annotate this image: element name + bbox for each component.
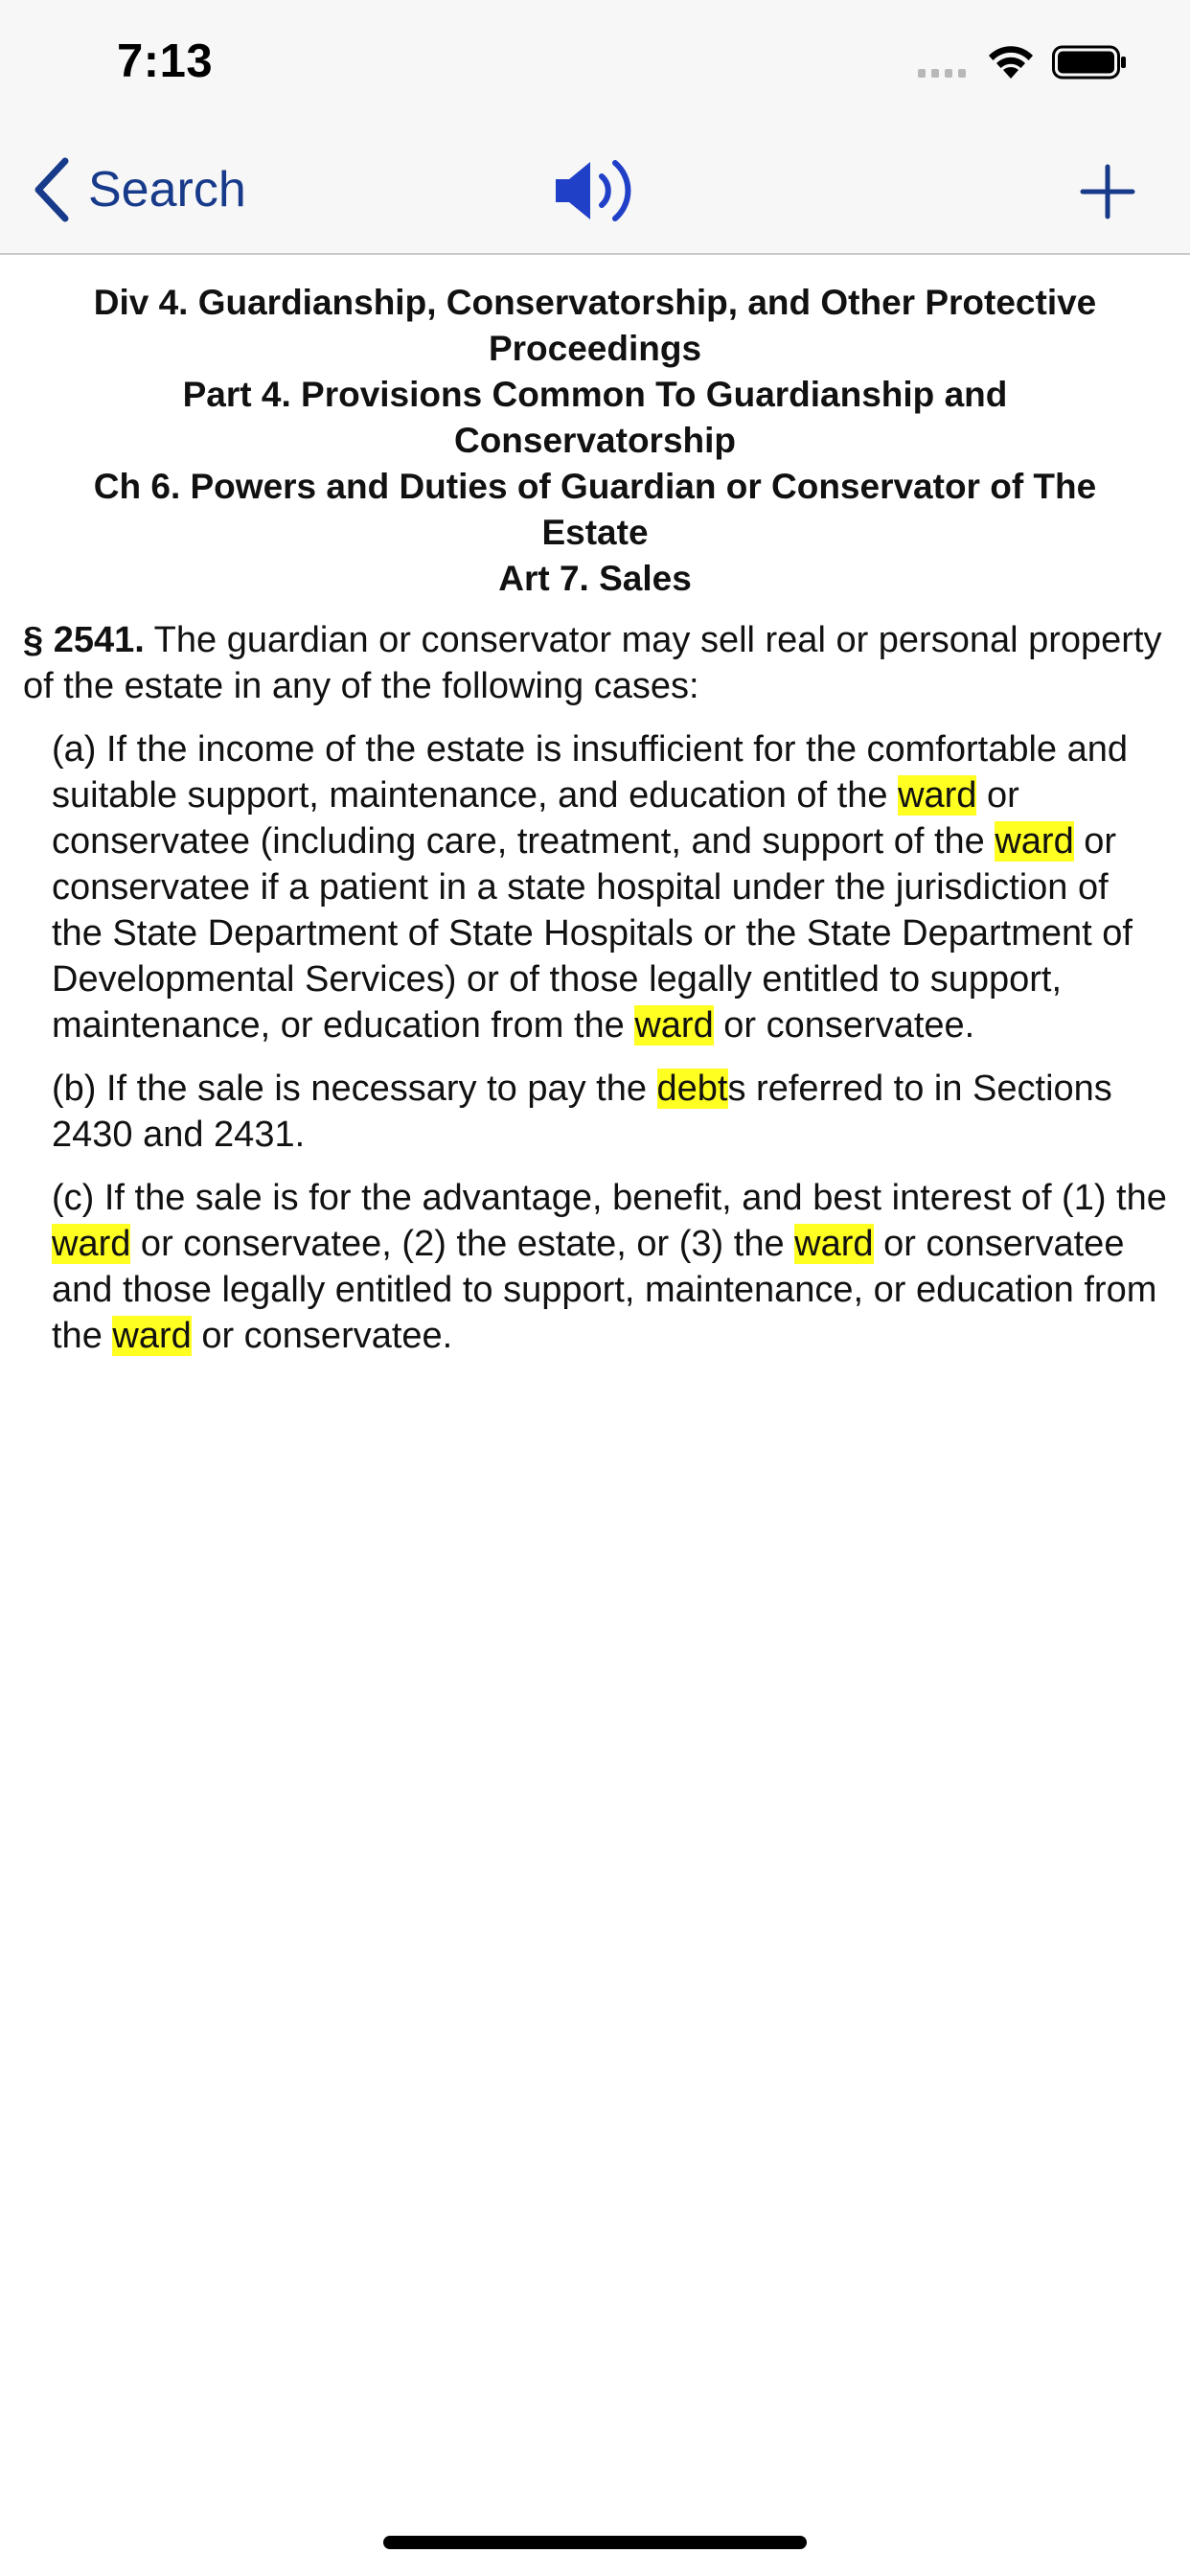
paragraph-c bbox=[52, 1175, 1169, 1359]
paragraph-text: (c) If the sale is for the advantage, benefit, and best interest of (1) the bbox=[52, 1178, 1167, 1218]
part-heading: Part 4. Provisions Common To Guardianship and Conservatorship bbox=[182, 375, 1008, 460]
article-heading: Art 7. Sales bbox=[498, 559, 692, 598]
paragraph-text: s referred to in Sections 2430 and 2431. bbox=[52, 1069, 1112, 1155]
paragraph-text: or conservatee if a patient in a state hospital under the jurisdiction of the State Department of State Hospitals or the State Department of Developmental Services) or of those legally entitled to support, maintenance, or education from the bbox=[52, 821, 1133, 1046]
search-highlight: ward bbox=[112, 1316, 192, 1356]
back-search-button[interactable] bbox=[31, 155, 246, 224]
wifi-icon bbox=[987, 44, 1035, 80]
search-highlight: ward bbox=[794, 1224, 874, 1264]
section-intro bbox=[23, 617, 1165, 709]
search-highlight: ward bbox=[995, 821, 1074, 862]
paragraph-b bbox=[52, 1066, 1169, 1158]
cellular-signal-icon bbox=[918, 69, 966, 78]
search-highlight: debt bbox=[656, 1069, 728, 1109]
section-number: § 2541. bbox=[23, 620, 145, 660]
section-intro-text: The guardian or conservator may sell real or personal property of the estate in any of the following cases: bbox=[23, 620, 1162, 706]
back-button-label: Search bbox=[88, 162, 246, 218]
speaker-icon[interactable] bbox=[554, 155, 636, 226]
statute-headings bbox=[0, 280, 1190, 602]
status-bar bbox=[0, 0, 1190, 126]
paragraph-text: or conservatee and those legally entitled to support, maintenance, or education from the bbox=[52, 1224, 1157, 1356]
status-time: 7:13 bbox=[117, 35, 214, 87]
battery-icon bbox=[1052, 44, 1127, 80]
chapter-heading: Ch 6. Powers and Duties of Guardian or Conservator of The Estate bbox=[93, 467, 1097, 552]
paragraph-text: or conservatee. bbox=[713, 1005, 975, 1046]
paragraph-text: or conservatee, (2) the estate, or (3) the bbox=[130, 1224, 795, 1264]
paragraph-text: (b) If the sale is necessary to pay the bbox=[52, 1069, 657, 1109]
navigation-bar bbox=[0, 126, 1190, 255]
paragraph-text: or conservatee. bbox=[191, 1316, 453, 1356]
division-heading: Div 4. Guardianship, Conservatorship, and Other Protective Proceedings bbox=[93, 283, 1097, 368]
paragraph-text: or conservatee (including care, treatment, and support of the bbox=[52, 775, 1019, 862]
plus-icon[interactable] bbox=[1079, 163, 1136, 220]
search-highlight: ward bbox=[52, 1224, 131, 1264]
home-indicator[interactable] bbox=[383, 2536, 807, 2549]
chevron-left-icon bbox=[31, 157, 73, 222]
paragraph-text: (a) If the income of the estate is insufficient for the comfortable and suitable support, maintenance, and education of the bbox=[52, 729, 1129, 816]
paragraph-a bbox=[52, 726, 1169, 1048]
search-highlight: ward bbox=[634, 1005, 714, 1046]
statute-content bbox=[0, 280, 1190, 1359]
search-highlight: ward bbox=[898, 775, 977, 816]
